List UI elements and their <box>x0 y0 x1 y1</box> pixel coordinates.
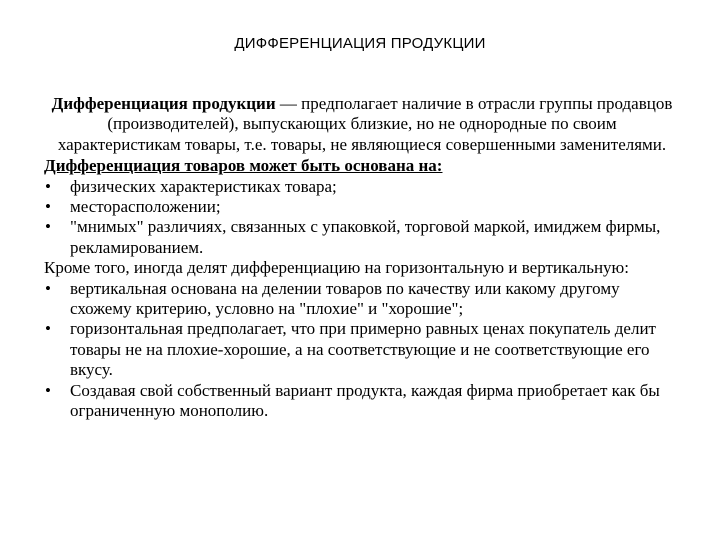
bullet-icon: • <box>45 380 51 400</box>
slide-title: ДИФФЕРЕНЦИАЦИЯ ПРОДУКЦИИ <box>234 35 486 52</box>
list-item <box>44 217 680 258</box>
list-item <box>44 381 680 422</box>
definition-text: — предполагает наличие в отрасли группы продавцов (производителей), выпускающих близкие, но не однородные по своим характеристикам товары, т.е. товары, не являющиеся совершенными заменителями. <box>57 94 673 154</box>
list-item <box>44 177 680 197</box>
bullet-icon: • <box>45 278 51 298</box>
list-item-text: месторасположении; <box>70 197 221 217</box>
list-item-text: физических характеристиках товара; <box>70 176 337 196</box>
list-item-text: Создавая свой собственный вариант продукта, каждая фирма приобретает как бы ограниченную монополию. <box>70 380 660 421</box>
bullet-icon: • <box>45 176 51 196</box>
list-item <box>44 197 680 217</box>
bullet-icon: • <box>45 319 51 339</box>
slide-content <box>44 94 680 422</box>
list-item <box>44 319 680 380</box>
definition-paragraph <box>44 94 680 155</box>
basis-list <box>44 177 680 259</box>
types-list <box>44 279 680 422</box>
basis-heading: Дифференциация товаров может быть основана на: <box>44 156 443 176</box>
list-item <box>44 279 680 320</box>
definition-term: Дифференциация продукции <box>51 94 276 113</box>
list-item-text: вертикальная основана на делении товаров по качеству или какому другому схожему критерию, условно на "плохие" и "хорошие"; <box>70 278 620 319</box>
list-item-text: "мнимых" различиях, связанных с упаковкой, торговой маркой, имиджем фирмы, рекламированием. <box>70 217 661 257</box>
list-item-text: горизонтальная предполагает, что при примерно равных ценах покупатель делит товары не на плохие-хорошие, а на соответствующие и не соответствующие его вкусу. <box>70 319 656 380</box>
types-intro: Кроме того, иногда делят дифференциацию на горизонтальную и вертикальную: <box>44 258 629 278</box>
bullet-icon: • <box>45 197 51 217</box>
bullet-icon: • <box>45 217 51 237</box>
